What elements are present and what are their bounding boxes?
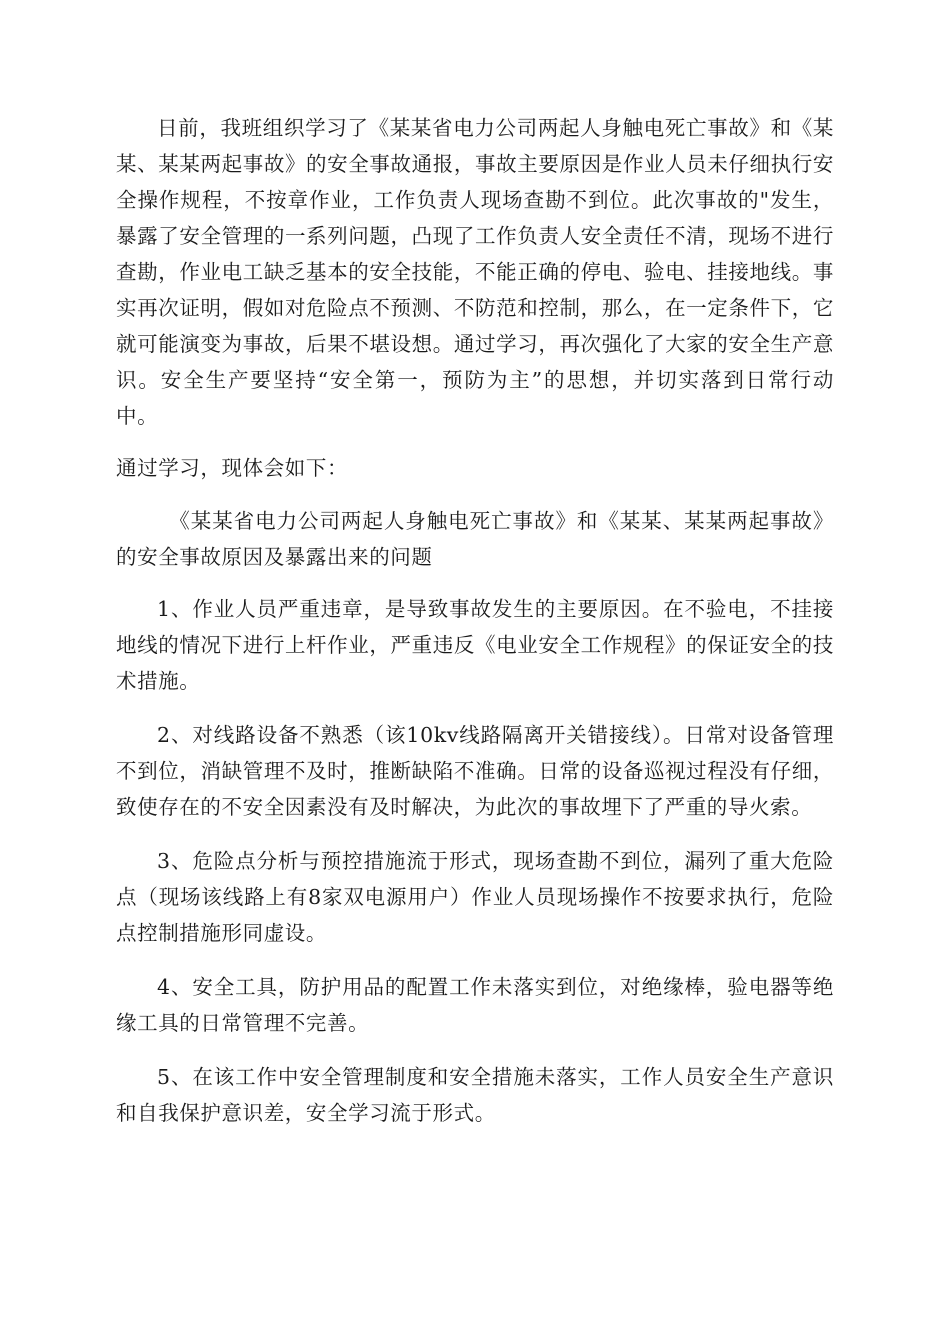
document-body — [116, 110, 834, 1149]
paragraph-section-heading: 《某某省电力公司两起人身触电死亡事故》和《某某、某某两起事故》的安全事故原因及暴露出来的问题 — [116, 509, 834, 569]
paragraph-summary-lead: 通过学习，现体会如下： — [116, 456, 349, 480]
paragraph-item-1: 1、作业人员严重违章，是导致事故发生的主要原因。在不验电，不挂接地线的情况下进行上杆作业，严重违反《电业安全工作规程》的保证安全的技术措施。 — [116, 597, 834, 693]
paragraph-item-5: 5、在该工作中安全管理制度和安全措施未落实，工作人员安全生产意识和自我保护意识差，安全学习流于形式。 — [116, 1065, 834, 1125]
paragraph-item-3: 3、危险点分析与预控措施流于形式，现场查勘不到位，漏列了重大危险点（现场该线路上有8家双电源用户）作业人员现场操作不按要求执行，危险点控制措施形同虚设。 — [116, 849, 834, 945]
paragraph-intro: 日前，我班组织学习了《某某省电力公司两起人身触电死亡事故》和《某某、某某两起事故》的安全事故通报，事故主要原因是作业人员未仔细执行安全操作规程，不按章作业，工作负责人现场查勘不到位。此次事故的"发生，暴露了安全管理的一系列问题，凸现了工作负责人安全责任不清，现场不进行查勘，作业电工缺乏基本的安全技能，不能正确的停电、验电、挂接地线。事实再次证明，假如对危险点不预测、不防范和控制，那么，在一定条件下，它就可能演变为事故，后果不堪设想。通过学习，再次强化了大家的安全生产意识。安全生产要坚持“安全第一，预防为主”的思想，并切实落到日常行动中。 — [116, 116, 834, 428]
paragraph-item-2: 2、对线路设备不熟悉（该10kv线路隔离开关错接线）。日常对设备管理不到位，消缺管理不及时，推断缺陷不准确。日常的设备巡视过程没有仔细，致使存在的不安全因素没有及时解决，为此次的事故埋下了严重的导火索。 — [116, 723, 834, 819]
paragraph-item-4: 4、安全工具，防护用品的配置工作未落实到位，对绝缘棒，验电器等绝缘工具的日常管理不完善。 — [116, 975, 834, 1035]
